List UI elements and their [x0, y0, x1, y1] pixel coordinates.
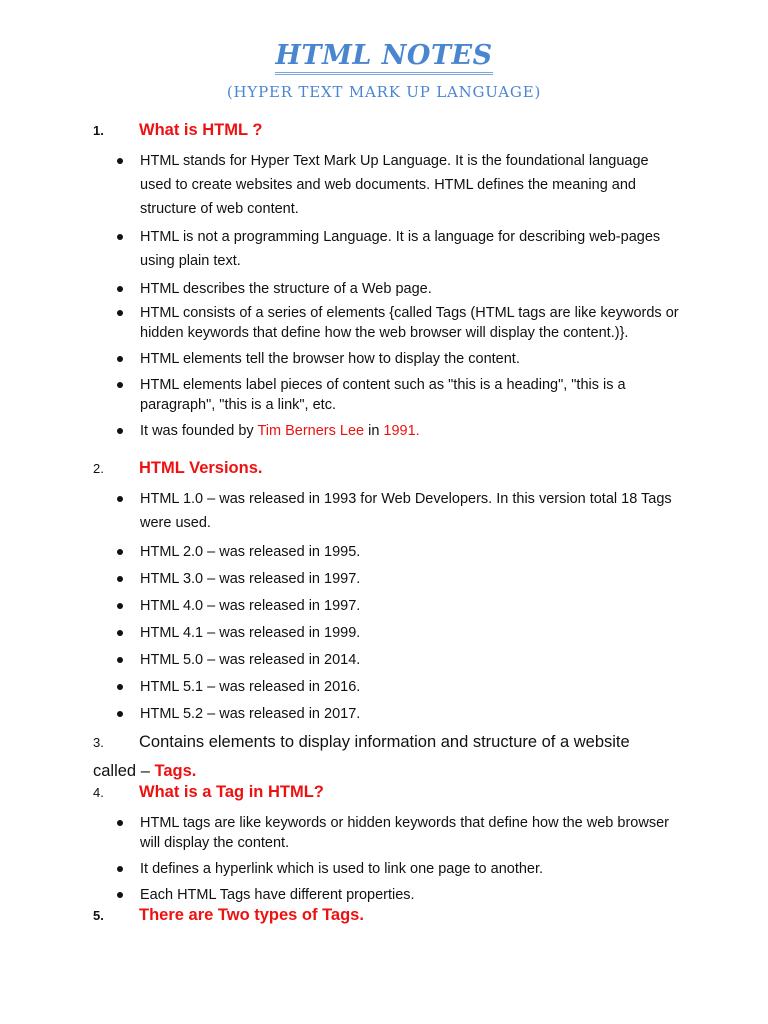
section-1-heading: [93, 121, 262, 140]
list-item: HTML describes the structure of a Web page.: [114, 277, 684, 301]
bullet-icon: [117, 549, 123, 555]
list-item: HTML 4.0 – was released in 1997.: [114, 594, 684, 618]
section-heading: What is HTML ?: [139, 121, 263, 139]
bullet-icon: [117, 866, 123, 872]
bullet-icon: [117, 603, 123, 609]
section-1-list: [114, 149, 684, 441]
list-item: HTML 5.2 – was released in 2017.: [114, 702, 684, 726]
section-heading: There are Two types of Tags.: [139, 906, 364, 924]
section-number: 3.: [93, 735, 104, 750]
section-2-list: [114, 487, 684, 726]
list-item: HTML is not a programming Language. It is a language for describing web-pages using plain text.: [114, 225, 684, 273]
section-heading: HTML Versions.: [139, 459, 263, 477]
bullet-icon: [117, 892, 123, 898]
list-item: HTML 3.0 – was released in 1997.: [114, 567, 684, 591]
document-title: [0, 40, 768, 71]
list-item: HTML tags are like keywords or hidden keywords that define how the web browser will display the content.: [114, 813, 684, 853]
bullet-icon: [117, 428, 123, 434]
list-item: HTML elements label pieces of content such as "this is a heading", "this is a paragraph", "this is a link", etc.: [114, 375, 684, 415]
list-item: HTML 5.1 – was released in 2016.: [114, 675, 684, 699]
bullet-icon: [117, 234, 123, 240]
section-2-heading: [93, 459, 262, 478]
section-5-heading: [93, 906, 364, 925]
section-number: 2.: [93, 461, 104, 476]
bullet-icon: [117, 820, 123, 826]
section-4-list: [114, 813, 684, 905]
bullet-icon: [117, 382, 123, 388]
bullet-icon: [117, 576, 123, 582]
list-item-founded: It was founded by Tim Berners Lee in 1991.: [114, 421, 684, 441]
bullet-icon: [117, 684, 123, 690]
bullet-icon: [117, 496, 123, 502]
list-item: HTML stands for Hyper Text Mark Up Language. It is the foundational language used to create websites and web documents. HTML defines the meaning and structure of web content.: [114, 149, 684, 221]
section-heading: What is a Tag in HTML?: [139, 783, 324, 801]
list-item: HTML 1.0 – was released in 1993 for Web Developers. In this version total 18 Tags were used.: [114, 487, 684, 535]
list-item: HTML 5.0 – was released in 2014.: [114, 648, 684, 672]
list-item: HTML consists of a series of elements {called Tags (HTML tags are like keywords or hidden keywords that define how the web browser will display the content.)}.: [114, 303, 684, 343]
section-text: Contains elements to display information and structure of a website called –: [93, 733, 630, 780]
list-item: HTML 4.1 – was released in 1999.: [114, 621, 684, 645]
section-number: 1.: [93, 123, 104, 138]
document-subtitle: (HYPER TEXT MARK UP LANGUAGE): [226, 83, 542, 101]
section-4-heading: [93, 783, 324, 802]
section-number: 5.: [93, 908, 104, 923]
title-text: HTML NOTES: [275, 40, 492, 75]
section-3-paragraph: [93, 728, 673, 785]
bullet-icon: [117, 286, 123, 292]
list-item: HTML 2.0 – was released in 1995.: [114, 540, 684, 564]
bullet-icon: [117, 630, 123, 636]
list-item: Each HTML Tags have different properties.: [114, 885, 684, 905]
section-highlight: Tags.: [154, 762, 197, 780]
founder-name: Tim Berners Lee: [257, 423, 365, 439]
bullet-icon: [117, 711, 123, 717]
bullet-icon: [117, 158, 123, 164]
bullet-icon: [117, 657, 123, 663]
list-item: HTML elements tell the browser how to display the content.: [114, 349, 684, 369]
section-number: 4.: [93, 785, 104, 800]
bullet-icon: [117, 310, 123, 316]
list-item: It defines a hyperlink which is used to link one page to another.: [114, 859, 684, 879]
founded-year: 1991.: [383, 423, 420, 439]
bullet-icon: [117, 356, 123, 362]
